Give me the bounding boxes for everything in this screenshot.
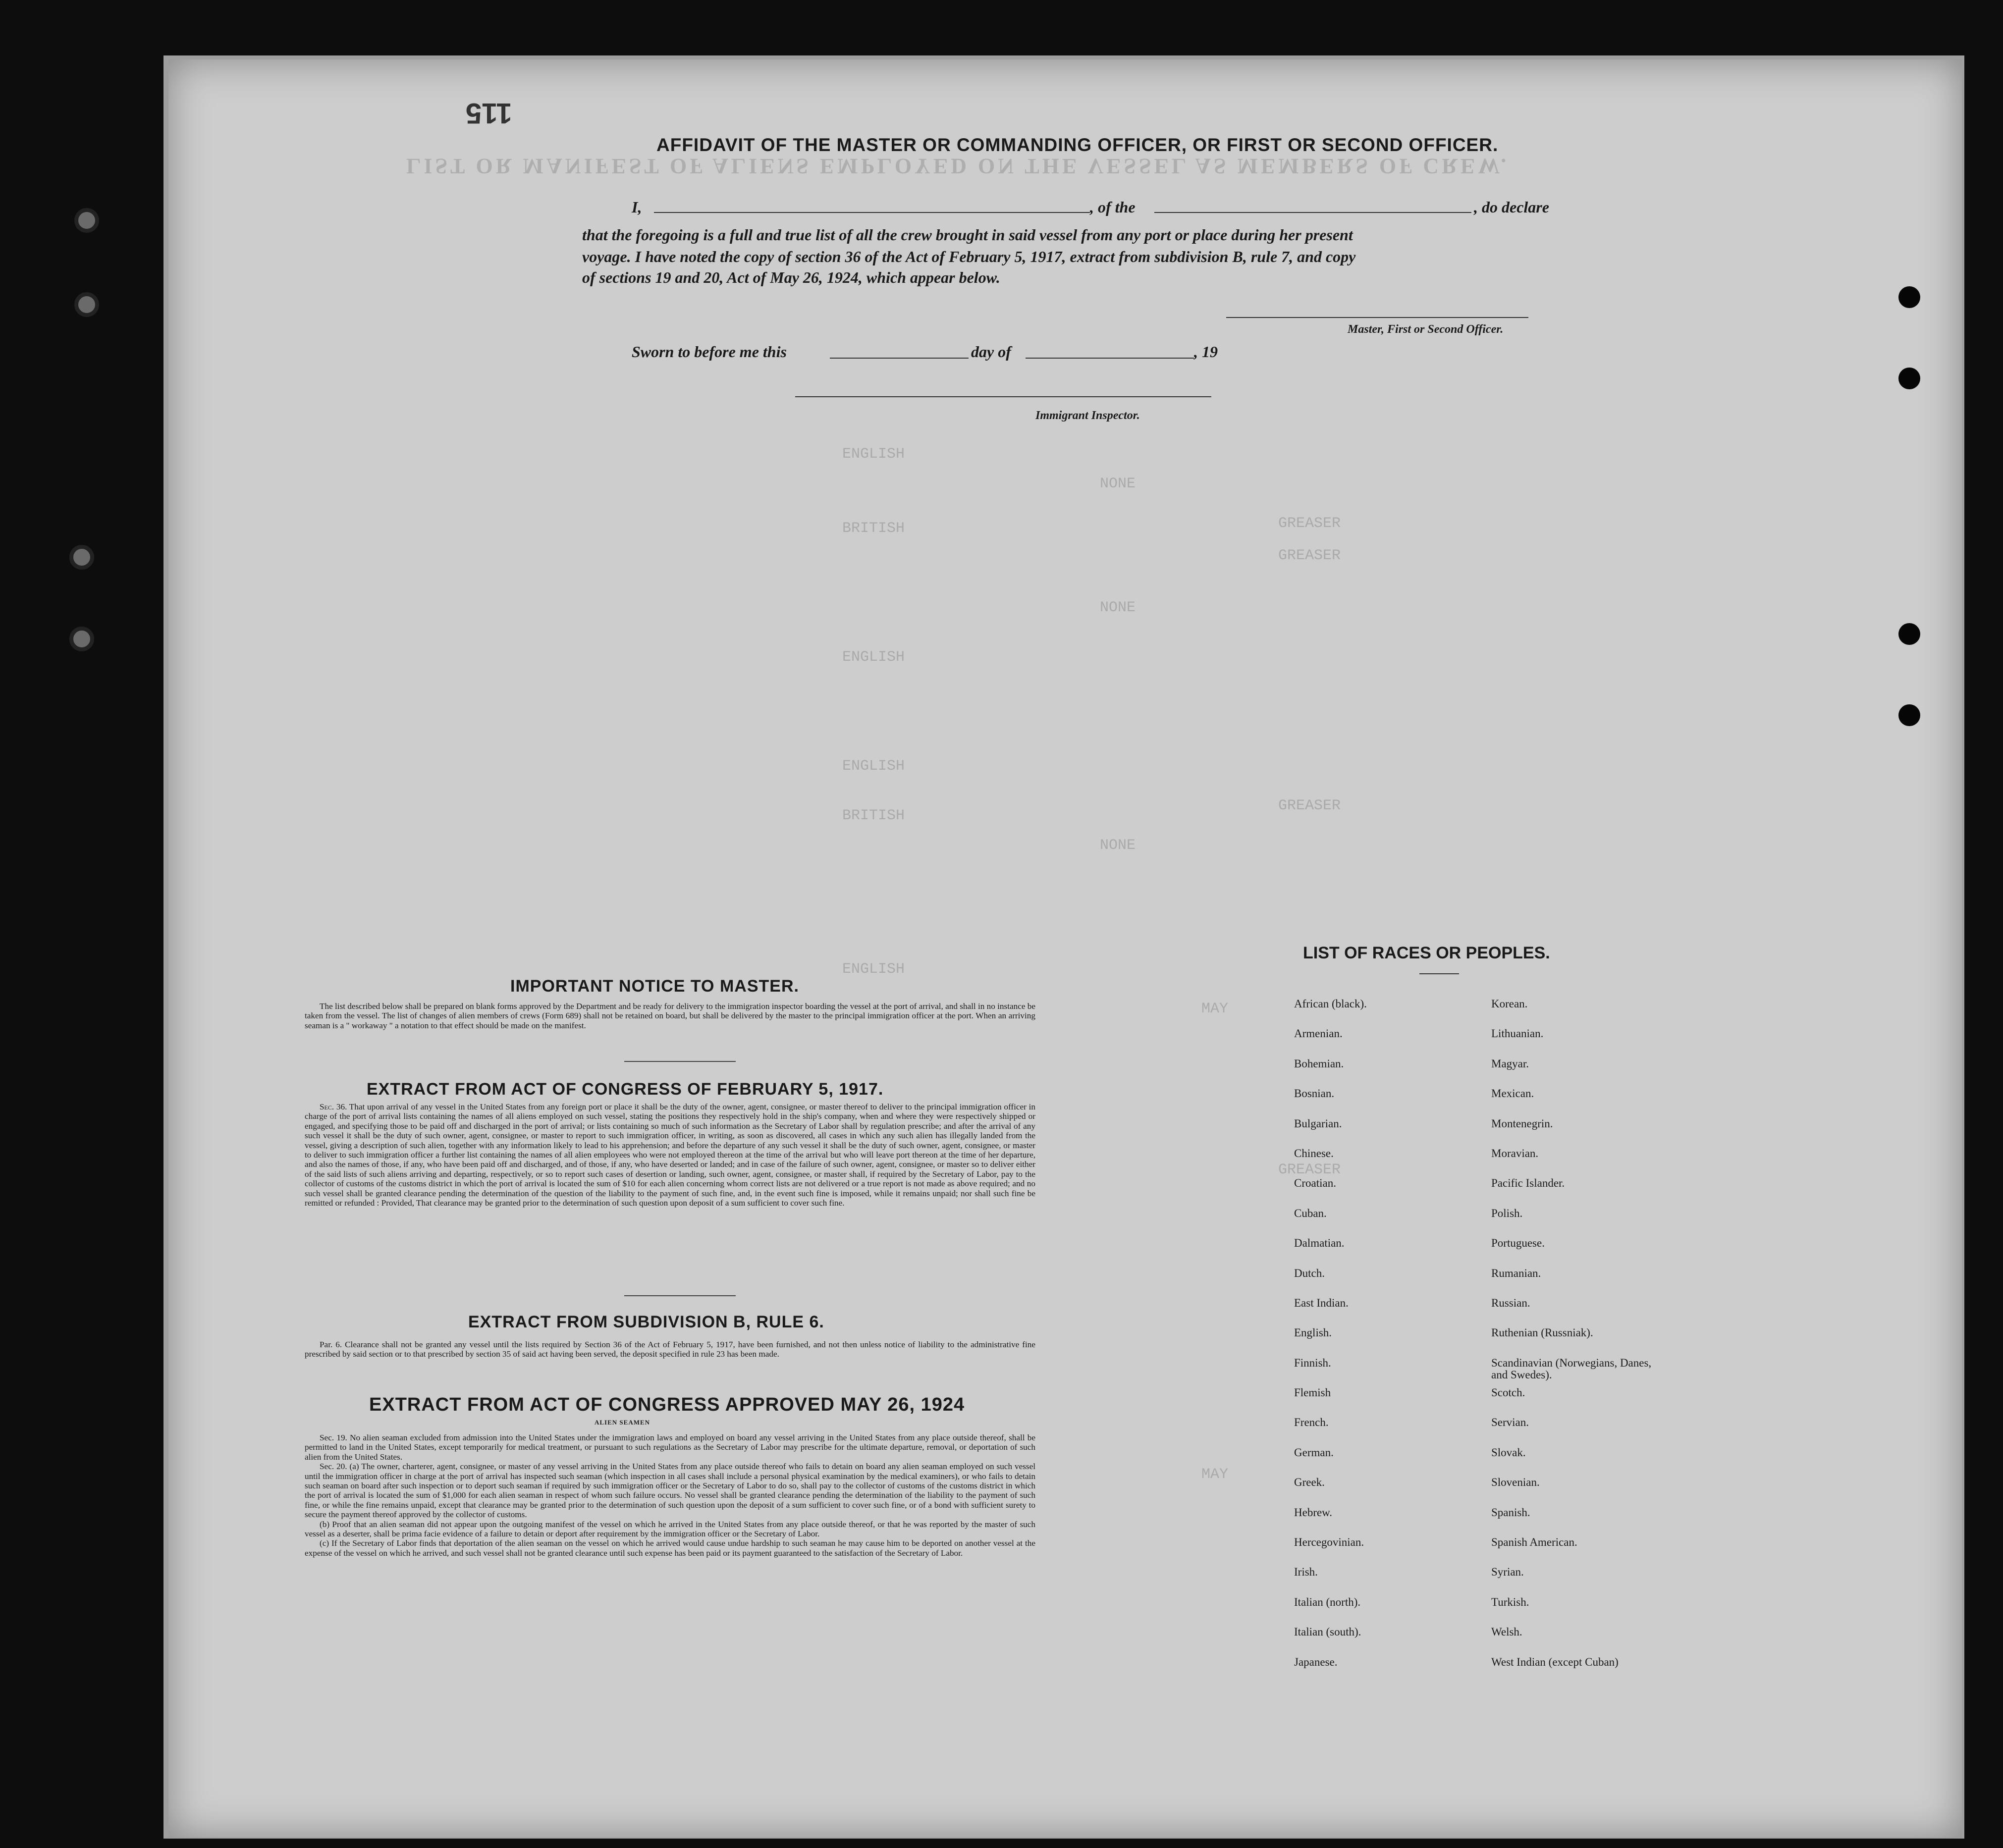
notice-title: IMPORTANT NOTICE TO MASTER.: [510, 977, 799, 996]
extract-1924-sec-20a: Sec. 20. (a) The owner, charterer, agent, consignee, or master of any vessel arriving in the United States from any place outside thereof who fails to detain on board any alien seaman employed on such vessel until the immigration officer in charge at the port of arrival has inspected such seaman (which inspection in all cases shall include a personal physical examination by the medical examiners), or who fails to detain such seaman on board after such inspection or to deport such seaman if required by such immigration officer or the Secretary of Labor to do so, shall pay to the collector of customs of the customs district in which the port of arrival is located the sum of $1,000 for each alien seaman in respect of whom such failure occurs. No vessel shall be granted clearance pending the determination of the liability to the payment of such fine, or while the fine remains unpaid, except that clearance may be granted prior to the determination of such question upon the deposit of a sum sufficient to cover such fine, or of a bond with sufficient surety to secure the payment thereof approved by the collector of customs.: [305, 1462, 1035, 1520]
binder-ring: [74, 208, 99, 233]
extract-rule6-title: EXTRACT FROM SUBDIVISION B, RULE 6.: [468, 1313, 824, 1331]
extract-1924-title: EXTRACT FROM ACT OF CONGRESS APPROVED MAY 26, 1924: [369, 1394, 965, 1415]
race-item: Cuban.: [1294, 1207, 1327, 1219]
bleed-through-word: ENGLISH: [842, 649, 905, 666]
race-item: Polish.: [1491, 1207, 1523, 1219]
bleed-through-word: ENGLISH: [842, 961, 905, 978]
punch-hole: [1898, 286, 1920, 308]
races-right-column: [1491, 998, 1660, 1686]
race-item: German.: [1294, 1446, 1334, 1459]
race-item: Slovenian.: [1491, 1476, 1540, 1489]
binder-ring: [69, 627, 94, 651]
race-item: Magyar.: [1491, 1057, 1529, 1070]
sworn-day-blank: [830, 358, 969, 359]
extract-1924-sec-19: Sec. 19. No alien seaman excluded from admission into the United States under the immigration laws and employed on board any vessel arriving in the United States from any place outside thereof, shall be permitted to land in the United States, except temporarily for medical treatment, or pursuant to such regulations as the Secretary of Labor may prescribe for the ultimate departure, removal, or deportation of such alien from the United States.: [305, 1433, 1035, 1462]
race-item: Armenian.: [1294, 1027, 1343, 1040]
punch-hole: [1898, 623, 1920, 645]
races-title: LIST OF RACES OR PEOPLES.: [1303, 944, 1550, 962]
punch-hole: [1898, 704, 1920, 726]
extract-1924-sec-20b: (b) Proof that an alien seaman did not appear upon the outgoing manifest of the vessel on which he arrived in the United States from any place outside thereof, or that he was reported by the master of such vessel as a deserter, shall be prima facie evidence of a failure to detain or deport after requirement by the immigration officer or the Secretary of Labor.: [305, 1519, 1035, 1539]
race-item: French.: [1294, 1416, 1329, 1429]
affidavit-title: AFFIDAVIT OF THE MASTER OR COMMANDING OFFICER, OR FIRST OR SECOND OFFICER.: [656, 135, 1499, 155]
race-item: Bulgarian.: [1294, 1117, 1342, 1130]
race-item: Montenegrin.: [1491, 1117, 1553, 1130]
bleed-through-word: NONE: [1100, 599, 1136, 616]
notice-text: The list described below shall be prepared on blank forms approved by the Department and be ready for delivery to the immigration inspector boarding the vessel at the port of arrival, and shall in no instance be taken from the vessel. The list of changes of alien members of crews (Form 689) shall not be retained on board, but shall be delivered by the master to the principal immigration officer at the port. When an arriving seaman is a " workaway " a notation to that effect should be made on the manifest.: [305, 1002, 1035, 1030]
race-item: Portuguese.: [1491, 1237, 1545, 1250]
race-item: West Indian (except Cuban): [1491, 1655, 1619, 1668]
bleed-through-word: BRITISH: [842, 520, 905, 537]
year-text: , 19: [1194, 343, 1218, 361]
extract-1917-sec-label: Sec. 36.: [320, 1102, 347, 1111]
binder-ring: [69, 545, 94, 570]
race-item: Hebrew.: [1294, 1506, 1333, 1519]
extract-1917-body: That upon arrival of any vessel in the United States from any foreign port or place it shall be the duty of the owner, agent, consignee, or master thereof to deliver to the principal immigration officer in charge of the port of arrival lists containing the names of all aliens employed on such vessel, stating the positions they respectively hold in the ship's company, when and where they were respectively shipped or engaged, and specifying those to be paid off and discharged in the port of arrival; or lists containing so much of such information as the Secretary of Labor shall by regulation prescribe; and after the arrival of any such vessel it shall be the duty of such owner, agent, consignee, or master to report to such immigration officer, in writing, as soon as discovered, all cases in which any such alien has illegally landed from the vessel, giving a description of such alien, together with any information likely to lead to his apprehension; and before the departure of any such vessel it shall be the duty of such owner, agent, consignee, or master to deliver to such immigration officer a further list containing the names of all alien employees who were not employed thereon at the time of the arrival but who will leave port thereon at the time of her departure, and also the names of those, if any, who have been paid off and discharged, and of those, if any, who have deserted or landed; and in case of the failure of such owner, agent, consignee, or master so to deliver either of the said lists of such aliens arriving and departing, respectively, or so to report such cases of desertion or landing, such owner, agent, consignee, or master shall, if required by the Secretary of Labor, pay to the collector of customs of the customs district in which the port of arrival is located the sum of $10 for each alien concerning whom correct lists are not delivered or a true report is not made as above required; and no such vessel shall be granted clearance pending the determination of the question of the liability to the payment of such fine, and, in the event such fine is imposed, while it remains unpaid; nor shall such fine be remitted or refunded : Provided, That clearance may be granted prior to the determination of such question upon deposit of a sum sufficient to cover such fine.: [305, 1102, 1035, 1208]
race-item: Scandinavian (Norwegians, Danes, and Swedes).: [1491, 1356, 1652, 1381]
extract-1924-sec-20c: (c) If the Secretary of Labor finds that deportation of the alien seaman on the vessel on which he arrived would cause undue hardship to such seaman he may cause him to be deported on another vessel at the expense of the vessel on which he arrived, and such vessel shall not be granted clearance until such expense has been paid or its payment guaranteed to the satisfaction of the Secretary of Labor.: [305, 1538, 1035, 1558]
day-of-text: day of: [971, 343, 1011, 361]
sworn-month-blank: [1026, 358, 1194, 359]
race-item: Lithuanian.: [1491, 1027, 1544, 1040]
sworn-text: Sworn to before me this: [632, 343, 787, 361]
race-item: Mexican.: [1491, 1087, 1534, 1100]
extract-rule6-text: Par. 6. Clearance shall not be granted any vessel until the lists required by Section 36 of the Act of February 5, 1917, have been furnished, and not then unless notice of liability to the administrative fine prescribed by said section or to that prescribed by section 35 of said act having been served, the deposit specified in rule 23 has been made.: [305, 1340, 1035, 1359]
bleed-through-word: NONE: [1100, 837, 1136, 854]
race-item: Irish.: [1294, 1566, 1318, 1579]
race-item: Bohemian.: [1294, 1057, 1344, 1070]
race-item: Ruthenian (Russniak).: [1491, 1326, 1593, 1339]
inspector-signature-line: [795, 396, 1211, 397]
bleed-through-word: BRITISH: [842, 807, 905, 824]
race-item: Greek.: [1294, 1476, 1325, 1489]
races-title-underline: [1419, 973, 1459, 974]
race-item: Servian.: [1491, 1416, 1529, 1429]
divider: [624, 1295, 736, 1296]
race-item: African (black).: [1294, 998, 1367, 1010]
race-item: Spanish American.: [1491, 1536, 1577, 1549]
race-item: Welsh.: [1491, 1626, 1522, 1638]
punch-hole: [1898, 368, 1920, 389]
race-item: Italian (south).: [1294, 1626, 1361, 1638]
document-page: [168, 59, 1962, 1838]
race-item: Hercegovinian.: [1294, 1536, 1364, 1549]
inspector-signature-label: Immigrant Inspector.: [1035, 409, 1140, 422]
race-item: English.: [1294, 1326, 1332, 1339]
race-item: Flemish: [1294, 1386, 1331, 1399]
race-item: Dutch.: [1294, 1267, 1325, 1279]
extract-1924-text: [305, 1433, 1035, 1558]
race-item: Italian (north).: [1294, 1595, 1361, 1608]
race-item: Syrian.: [1491, 1566, 1524, 1579]
master-signature-label: Master, First or Second Officer.: [1348, 323, 1504, 336]
race-item: East Indian.: [1294, 1296, 1349, 1309]
bleed-through-word: ENGLISH: [842, 758, 905, 775]
affidavit-line-4: of sections 19 and 20, Act of May 26, 1924, which appear below.: [582, 268, 1000, 286]
bleed-through-word: GREASER: [1278, 797, 1341, 814]
race-item: Rumanian.: [1491, 1267, 1541, 1279]
race-item: Croatian.: [1294, 1177, 1336, 1190]
race-item: Pacific Islander.: [1491, 1177, 1565, 1190]
affidavit-line-2: that the foregoing is a full and true list of all the crew brought in said vessel from any port or place during her present: [582, 226, 1353, 244]
race-item: Japanese.: [1294, 1655, 1338, 1668]
extract-1917-title: EXTRACT FROM ACT OF CONGRESS OF FEBRUARY 5, 1917.: [367, 1080, 884, 1099]
master-signature-line: [1226, 317, 1528, 318]
race-item: Slovak.: [1491, 1446, 1526, 1459]
race-item: Spanish.: [1491, 1506, 1530, 1519]
affidavit-line-3: voyage. I have noted the copy of section 36 of the Act of February 5, 1917, extract from subdivision B, rule 7, and copy: [582, 248, 1356, 265]
name-blank: [654, 212, 1090, 213]
bleed-through-word: NONE: [1100, 475, 1136, 492]
binder-ring: [74, 292, 99, 317]
affidavit-of-the: , of the: [1090, 198, 1136, 216]
bleed-through-word: MAY: [1201, 1001, 1229, 1017]
race-item: Dalmatian.: [1294, 1237, 1345, 1250]
race-item: Korean.: [1491, 998, 1528, 1010]
vessel-blank: [1154, 212, 1471, 213]
affidavit-declare: , do declare: [1474, 198, 1549, 216]
bleed-through-word: GREASER: [1278, 1162, 1341, 1178]
divider: [624, 1061, 736, 1062]
race-item: Turkish.: [1491, 1595, 1529, 1608]
extract-1917-text: [305, 1102, 1035, 1208]
extract-1924-subtitle: ALIEN SEAMEN: [595, 1419, 650, 1426]
race-item: Moravian.: [1491, 1147, 1539, 1160]
bleed-through-word: GREASER: [1278, 515, 1341, 532]
bleed-through-word: ENGLISH: [842, 446, 905, 463]
race-item: Scotch.: [1491, 1386, 1525, 1399]
bleed-through-word: MAY: [1201, 1466, 1229, 1483]
race-item: Bosnian.: [1294, 1087, 1335, 1100]
affidavit-i: I,: [632, 198, 642, 216]
race-item: Chinese.: [1294, 1147, 1334, 1160]
race-item: Finnish.: [1294, 1356, 1331, 1369]
race-item: Russian.: [1491, 1296, 1530, 1309]
bleed-through-heading: LIST OR MANIFEST OF ALIENS EMPLOYED ON THE VESSEL AS MEMBERS OF CREW.: [406, 154, 1510, 178]
bleed-through-word: GREASER: [1278, 547, 1341, 564]
races-left-column: [1294, 998, 1367, 1686]
page-number: 115: [466, 97, 512, 129]
